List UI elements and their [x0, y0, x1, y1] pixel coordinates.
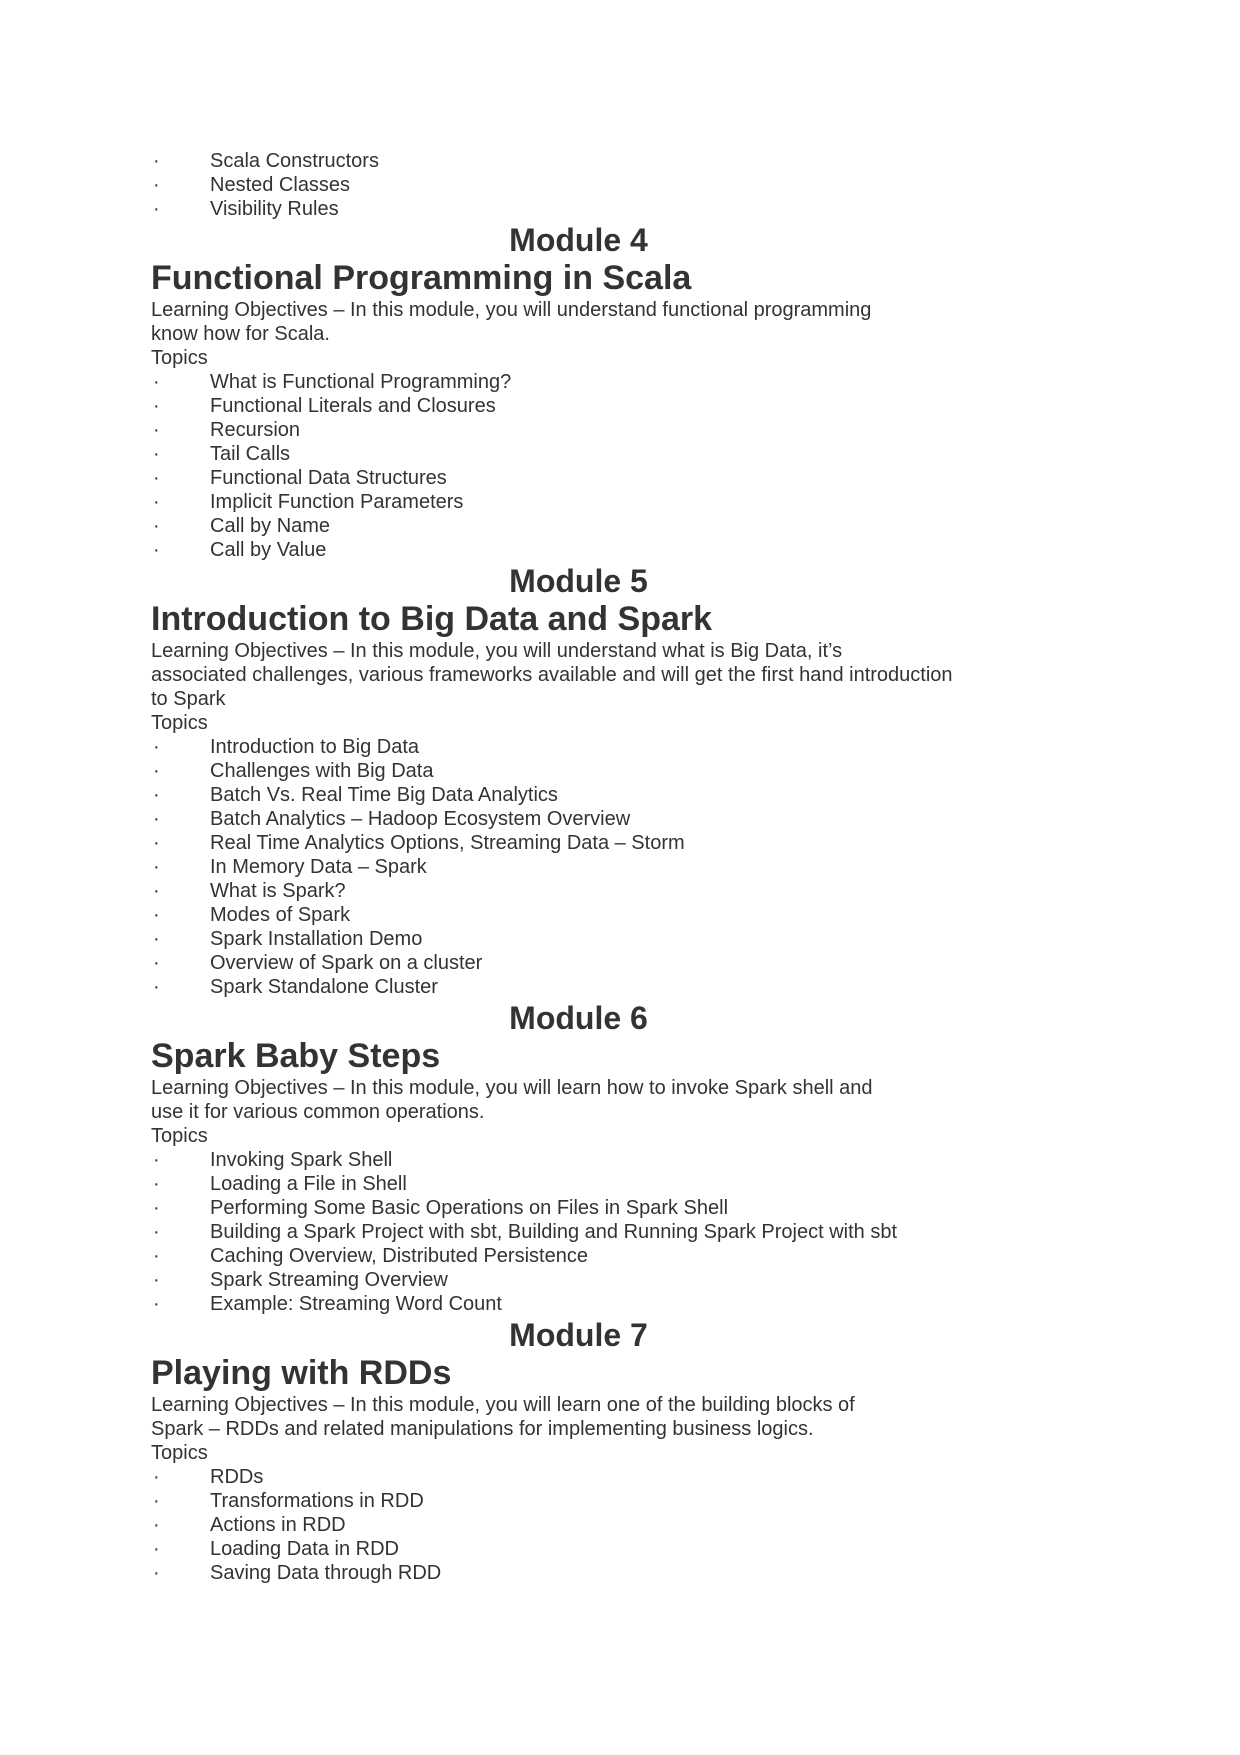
bullet-icon: ·: [153, 736, 160, 758]
list-item: [151, 197, 1051, 221]
list-item: [151, 855, 1051, 879]
list-item-text: Spark Standalone Cluster: [210, 976, 438, 998]
list-item: [151, 1268, 1051, 1292]
list-item: [151, 1196, 1051, 1220]
bullet-icon: ·: [153, 1538, 160, 1560]
bullet-icon: ·: [153, 856, 160, 878]
bullet-icon: ·: [153, 832, 160, 854]
bullet-icon: ·: [153, 419, 160, 441]
list-item-text: Real Time Analytics Options, Streaming Data – Storm: [210, 832, 685, 854]
list-item: [151, 1537, 1051, 1561]
bullet-icon: ·: [153, 1269, 160, 1291]
bullet-icon: ·: [153, 1466, 160, 1488]
module-7-section: [151, 1318, 1051, 1585]
bullet-icon: ·: [153, 880, 160, 902]
topics-label: Topics: [151, 712, 208, 734]
list-item-text: Saving Data through RDD: [210, 1562, 442, 1584]
list-item-text: Example: Streaming Word Count: [210, 1293, 502, 1315]
bullet-icon: ·: [153, 1245, 160, 1267]
bullet-icon: ·: [153, 904, 160, 926]
list-item-text: In Memory Data – Spark: [210, 856, 427, 878]
list-item-text: Building a Spark Project with sbt, Building and Running Spark Project with sbt: [210, 1221, 898, 1243]
list-item-text: Transformations in RDD: [210, 1490, 424, 1512]
list-item-text: Invoking Spark Shell: [210, 1149, 393, 1171]
learning-objectives: [151, 1393, 1051, 1441]
list-item-text: Batch Vs. Real Time Big Data Analytics: [210, 784, 558, 806]
list-item-text: Functional Literals and Closures: [210, 395, 496, 417]
list-item: [151, 418, 1051, 442]
list-item-text: Functional Data Structures: [210, 467, 447, 489]
list-item: [151, 1172, 1051, 1196]
list-item: [151, 394, 1051, 418]
bullet-icon: ·: [153, 1490, 160, 1512]
objectives-line: Learning Objectives – In this module, you will learn how to invoke Spark shell and: [151, 1077, 873, 1099]
list-item: [151, 1561, 1051, 1585]
list-item-text: Nested Classes: [210, 174, 351, 196]
list-item-text: Modes of Spark: [210, 904, 351, 926]
module-6-section: [151, 1001, 1051, 1316]
objectives-line: use it for various common operations.: [151, 1101, 485, 1123]
list-item: [151, 831, 1051, 855]
module-title: Playing with RDDs: [151, 1354, 452, 1392]
bullet-icon: ·: [153, 198, 160, 220]
list-item: [151, 514, 1051, 538]
bullet-icon: ·: [153, 467, 160, 489]
learning-objectives: [151, 639, 1051, 711]
list-item: [151, 951, 1051, 975]
list-item: [151, 975, 1051, 999]
bullet-icon: ·: [153, 784, 160, 806]
list-item-text: Spark Installation Demo: [210, 928, 423, 950]
topics-label: Topics: [151, 1125, 208, 1147]
objectives-line: Learning Objectives – In this module, you will understand functional programming: [151, 299, 872, 321]
bullet-icon: ·: [153, 952, 160, 974]
list-item: [151, 1513, 1051, 1537]
objectives-line: associated challenges, various frameworks available and will get the first hand introduction: [151, 664, 953, 686]
bullet-icon: ·: [153, 1293, 160, 1315]
list-item: [151, 490, 1051, 514]
list-item-text: Introduction to Big Data: [210, 736, 420, 758]
bullet-icon: ·: [153, 443, 160, 465]
intro-topic-list: [151, 149, 1051, 221]
document-content: [151, 149, 1051, 1585]
module-heading: Module 7: [509, 1317, 648, 1353]
list-item: [151, 903, 1051, 927]
bullet-icon: ·: [153, 928, 160, 950]
module-5-section: [151, 564, 1051, 999]
list-item-text: Call by Value: [210, 539, 327, 561]
topic-list: [151, 735, 1051, 999]
bullet-icon: ·: [153, 760, 160, 782]
list-item: [151, 173, 1051, 197]
list-item-text: Scala Constructors: [210, 150, 379, 172]
list-item-text: Call by Name: [210, 515, 331, 537]
bullet-icon: ·: [153, 1149, 160, 1171]
list-item-text: Overview of Spark on a cluster: [210, 952, 483, 974]
list-item: [151, 807, 1051, 831]
list-item: [151, 783, 1051, 807]
bullet-icon: ·: [153, 150, 160, 172]
bullet-icon: ·: [153, 539, 160, 561]
list-item-text: What is Functional Programming?: [210, 371, 512, 393]
objectives-line: Learning Objectives – In this module, you will understand what is Big Data, it’s: [151, 640, 843, 662]
objectives-line: know how for Scala.: [151, 323, 330, 345]
topic-list: [151, 1465, 1051, 1585]
list-item-text: RDDs: [210, 1466, 264, 1488]
bullet-icon: ·: [153, 515, 160, 537]
list-item-text: Visibility Rules: [210, 198, 339, 220]
list-item: [151, 1489, 1051, 1513]
list-item: [151, 1244, 1051, 1268]
list-item: [151, 370, 1051, 394]
list-item: [151, 879, 1051, 903]
list-item-text: Recursion: [210, 419, 301, 441]
learning-objectives: [151, 1076, 1051, 1124]
list-item: [151, 149, 1051, 173]
list-item: [151, 1220, 1051, 1244]
module-title: Functional Programming in Scala: [151, 259, 692, 297]
bullet-icon: ·: [153, 1173, 160, 1195]
list-item: [151, 1292, 1051, 1316]
objectives-line: to Spark: [151, 688, 226, 710]
list-item: [151, 1465, 1051, 1489]
list-item: [151, 538, 1051, 562]
topics-label: Topics: [151, 347, 208, 369]
list-item: [151, 927, 1051, 951]
learning-objectives: [151, 298, 1051, 346]
list-item: [151, 1148, 1051, 1172]
module-heading: Module 6: [509, 1000, 648, 1036]
list-item-text: Implicit Function Parameters: [210, 491, 464, 513]
list-item-text: Tail Calls: [210, 443, 291, 465]
list-item: [151, 735, 1051, 759]
objectives-line: Learning Objectives – In this module, you will learn one of the building blocks of: [151, 1394, 855, 1416]
list-item-text: Challenges with Big Data: [210, 760, 434, 782]
bullet-icon: ·: [153, 174, 160, 196]
bullet-icon: ·: [153, 1514, 160, 1536]
list-item-text: Loading Data in RDD: [210, 1538, 399, 1560]
list-item-text: Caching Overview, Distributed Persistence: [210, 1245, 588, 1267]
list-item-text: Spark Streaming Overview: [210, 1269, 448, 1291]
list-item: [151, 442, 1051, 466]
list-item: [151, 759, 1051, 783]
bullet-icon: ·: [153, 491, 160, 513]
list-item-text: Performing Some Basic Operations on Files in Spark Shell: [210, 1197, 729, 1219]
bullet-icon: ·: [153, 1562, 160, 1584]
topics-label: Topics: [151, 1442, 208, 1464]
list-item-text: Actions in RDD: [210, 1514, 346, 1536]
bullet-icon: ·: [153, 1221, 160, 1243]
module-title: Introduction to Big Data and Spark: [151, 600, 713, 638]
topic-list: [151, 370, 1051, 562]
module-heading: Module 4: [509, 222, 648, 258]
bullet-icon: ·: [153, 371, 160, 393]
objectives-line: Spark – RDDs and related manipulations for implementing business logics.: [151, 1418, 814, 1440]
list-item: [151, 466, 1051, 490]
bullet-icon: ·: [153, 976, 160, 998]
module-heading: Module 5: [509, 563, 648, 599]
list-item-text: Batch Analytics – Hadoop Ecosystem Overview: [210, 808, 631, 830]
topic-list: [151, 1148, 1051, 1316]
bullet-icon: ·: [153, 395, 160, 417]
module-title: Spark Baby Steps: [151, 1037, 441, 1075]
list-item-text: Loading a File in Shell: [210, 1173, 407, 1195]
bullet-icon: ·: [153, 1197, 160, 1219]
bullet-icon: ·: [153, 808, 160, 830]
list-item-text: What is Spark?: [210, 880, 346, 902]
module-4-section: [151, 223, 1051, 562]
